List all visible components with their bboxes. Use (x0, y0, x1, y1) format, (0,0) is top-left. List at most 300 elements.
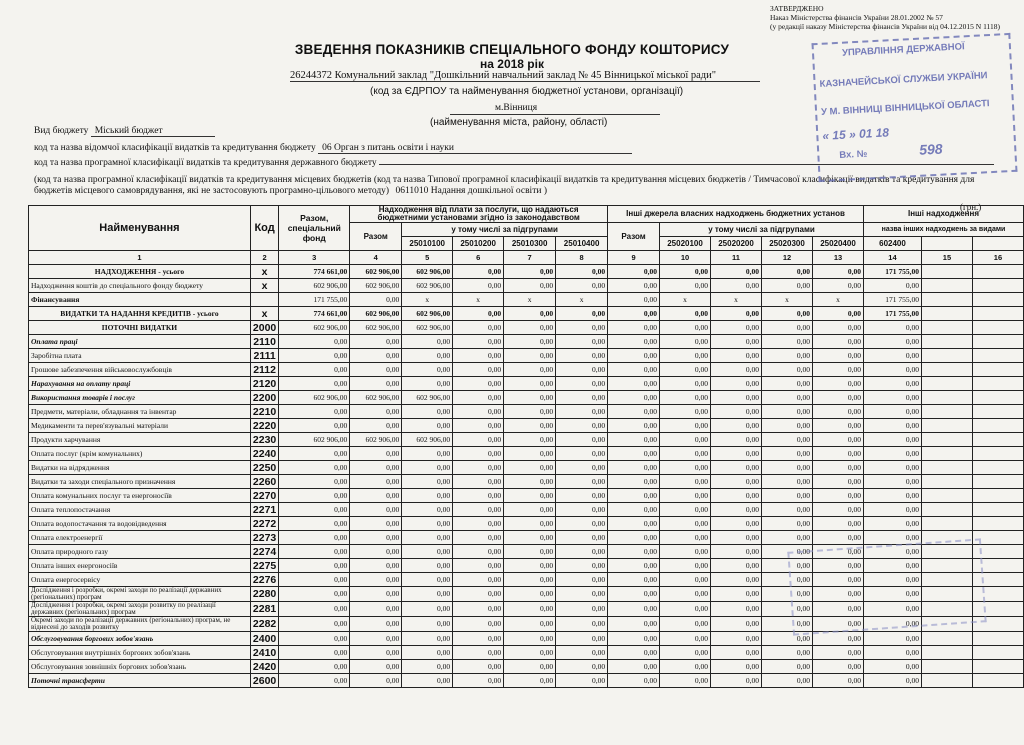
row-value: 0,00 (660, 447, 711, 461)
row-value: 0,00 (762, 419, 813, 433)
table-row (29, 489, 1024, 503)
local-close: ) (543, 186, 547, 196)
row-value: 602 906,00 (402, 433, 453, 447)
table-row (29, 646, 1024, 660)
row-value: 0,00 (660, 559, 711, 573)
table-row (29, 293, 1024, 307)
header-code-25020200: 25020200 (711, 237, 762, 251)
row-value: 0,00 (350, 517, 402, 531)
row-value: 0,00 (350, 377, 402, 391)
table-row (29, 307, 1024, 321)
row-value: 0,00 (504, 447, 556, 461)
row-value: 0,00 (813, 433, 864, 447)
row-name: Надходження коштів до спеціального фонду бюджету (29, 279, 251, 293)
row-value: 0,00 (863, 461, 921, 475)
row-value: 0,00 (608, 475, 660, 489)
row-name: Заробітна плата (29, 349, 251, 363)
row-value: 0,00 (762, 433, 813, 447)
row-code: 2271 (250, 503, 278, 517)
row-blank (921, 632, 972, 646)
row-value: 0,00 (762, 447, 813, 461)
header-other: Інші надходження (863, 206, 1023, 223)
row-value: 0,00 (556, 587, 608, 602)
row-value: 0,00 (453, 433, 504, 447)
row-value: 0,00 (863, 349, 921, 363)
row-value: 0,00 (813, 405, 864, 419)
row-value: 0,00 (556, 475, 608, 489)
row-code: 2272 (250, 517, 278, 531)
row-code: 2276 (250, 573, 278, 587)
row-value: 0,00 (711, 405, 762, 419)
row-value: 0,00 (660, 602, 711, 617)
table-row (29, 433, 1024, 447)
row-value: 0,00 (813, 545, 864, 559)
row-value: x (762, 293, 813, 307)
row-value: 0,00 (556, 489, 608, 503)
row-value: 0,00 (863, 503, 921, 517)
row-value: 0,00 (711, 475, 762, 489)
row-value: 0,00 (504, 377, 556, 391)
colnum: 5 (402, 251, 453, 265)
row-value: 0,00 (556, 279, 608, 293)
row-name: Предмети, матеріали, обладнання та інвентар (29, 405, 251, 419)
row-value: 0,00 (660, 531, 711, 545)
row-value: 0,00 (279, 587, 350, 602)
table-row (29, 660, 1024, 674)
header-code-602400: 602400 (863, 237, 921, 251)
row-value: 0,00 (504, 632, 556, 646)
dept-classification-row (34, 143, 632, 154)
row-value: 0,00 (504, 646, 556, 660)
colnum: 2 (250, 251, 278, 265)
row-value: 602 906,00 (279, 321, 350, 335)
row-name: Оплата електроенергії (29, 531, 251, 545)
row-value: 0,00 (556, 461, 608, 475)
row-value: 0,00 (660, 321, 711, 335)
row-value: 0,00 (863, 279, 921, 293)
row-blank (972, 307, 1023, 321)
row-value: 0,00 (813, 559, 864, 573)
row-value: 0,00 (279, 646, 350, 660)
header-total: Разом, спеціальний фонд (279, 206, 350, 251)
row-value: 0,00 (660, 363, 711, 377)
row-value: 602 906,00 (350, 321, 402, 335)
row-value: 0,00 (608, 674, 660, 688)
header-code: Код (250, 206, 278, 251)
row-value: 0,00 (660, 433, 711, 447)
row-blank (972, 632, 1023, 646)
header-code-25020400: 25020400 (813, 237, 864, 251)
row-value: 0,00 (711, 503, 762, 517)
row-blank (972, 447, 1023, 461)
row-value: 0,00 (504, 489, 556, 503)
row-blank (921, 293, 972, 307)
row-blank (921, 391, 972, 405)
row-value: 0,00 (863, 617, 921, 632)
row-code: x (250, 265, 278, 279)
row-value: 0,00 (279, 517, 350, 531)
row-value: 0,00 (402, 503, 453, 517)
row-value: x (453, 293, 504, 307)
row-value: 0,00 (813, 419, 864, 433)
row-value: 0,00 (402, 363, 453, 377)
row-value: 0,00 (660, 461, 711, 475)
row-value: 0,00 (279, 349, 350, 363)
row-value: 0,00 (350, 660, 402, 674)
row-value: 0,00 (762, 531, 813, 545)
row-value: 0,00 (762, 307, 813, 321)
row-value: 0,00 (813, 632, 864, 646)
row-name: Оплата інших енергоносіїв (29, 559, 251, 573)
row-blank (972, 461, 1023, 475)
row-value: 0,00 (279, 617, 350, 632)
row-value: 0,00 (453, 335, 504, 349)
colnum: 4 (350, 251, 402, 265)
row-value: 0,00 (711, 419, 762, 433)
row-value: 0,00 (762, 321, 813, 335)
row-blank (921, 363, 972, 377)
row-value: 0,00 (711, 531, 762, 545)
row-blank (921, 307, 972, 321)
row-blank (972, 475, 1023, 489)
row-value: 0,00 (402, 632, 453, 646)
row-blank (921, 265, 972, 279)
row-value: 0,00 (608, 503, 660, 517)
row-value: 0,00 (350, 531, 402, 545)
row-value: 0,00 (608, 377, 660, 391)
row-value: 0,00 (608, 531, 660, 545)
row-value: 0,00 (279, 545, 350, 559)
row-value: 0,00 (813, 475, 864, 489)
row-code: 2230 (250, 433, 278, 447)
row-value: 0,00 (556, 503, 608, 517)
row-value: 0,00 (660, 475, 711, 489)
treasury-stamp (811, 33, 1017, 182)
row-value: 0,00 (711, 335, 762, 349)
row-value: 0,00 (402, 489, 453, 503)
row-value: 0,00 (711, 433, 762, 447)
row-value: 0,00 (762, 391, 813, 405)
row-name: Оплата праці (29, 335, 251, 349)
row-value: 0,00 (504, 391, 556, 405)
row-value: 0,00 (279, 674, 350, 688)
budget-type-value: Міський бюджет (91, 126, 215, 137)
row-value: 0,00 (350, 503, 402, 517)
row-value: 0,00 (402, 587, 453, 602)
row-code: 2120 (250, 377, 278, 391)
row-value: 0,00 (711, 461, 762, 475)
row-value: x (402, 293, 453, 307)
row-value: 0,00 (453, 363, 504, 377)
table-row (29, 503, 1024, 517)
row-value: 0,00 (504, 475, 556, 489)
stamp-number-label: Вх. № (839, 148, 868, 161)
colnum: 7 (504, 251, 556, 265)
row-value: 0,00 (863, 475, 921, 489)
row-value: 0,00 (556, 377, 608, 391)
header-name: Найменування (29, 206, 251, 251)
row-value: 0,00 (350, 602, 402, 617)
row-name: Поточні трансферти (29, 674, 251, 688)
row-value: 0,00 (660, 419, 711, 433)
row-value: 0,00 (556, 646, 608, 660)
colnum: 6 (453, 251, 504, 265)
row-value: 0,00 (608, 265, 660, 279)
row-value: 0,00 (504, 545, 556, 559)
row-blank (972, 265, 1023, 279)
row-blank (972, 419, 1023, 433)
row-value: 0,00 (402, 419, 453, 433)
row-value: 171 755,00 (863, 293, 921, 307)
header-blank-16 (972, 237, 1023, 251)
row-value: 0,00 (350, 545, 402, 559)
row-value: 0,00 (711, 674, 762, 688)
row-name: Нарахування на оплату праці (29, 377, 251, 391)
row-name: ВИДАТКИ ТА НАДАННЯ КРЕДИТІВ - усього (29, 307, 251, 321)
row-value: 0,00 (504, 265, 556, 279)
row-value: 0,00 (863, 517, 921, 531)
row-name: Дослідження і розробки, окремі заходи розвитку по реалізації державних (регіональних) програм (29, 602, 251, 617)
row-value: 0,00 (863, 545, 921, 559)
row-value: 0,00 (863, 363, 921, 377)
row-value: 0,00 (279, 660, 350, 674)
stamp-date: « 15 » 01 18 (821, 125, 890, 143)
row-value: 0,00 (762, 265, 813, 279)
row-value: 171 755,00 (863, 265, 921, 279)
budget-type-row (34, 126, 215, 137)
row-value: 0,00 (813, 602, 864, 617)
row-name: Окремі заходи по реалізації державних (регіональних) програм, не віднесені до заходів розвитку (29, 617, 251, 632)
row-blank (972, 646, 1023, 660)
row-value: 0,00 (711, 265, 762, 279)
row-value: 0,00 (556, 321, 608, 335)
row-blank (972, 489, 1023, 503)
row-value: 0,00 (504, 617, 556, 632)
row-value: 0,00 (556, 545, 608, 559)
row-value: 0,00 (279, 489, 350, 503)
row-value: 0,00 (660, 405, 711, 419)
row-value: 0,00 (608, 587, 660, 602)
row-code: 2280 (250, 587, 278, 602)
document-title: ЗВЕДЕННЯ ПОКАЗНИКІВ СПЕЦІАЛЬНОГО ФОНДУ КОШТОРИСУ (294, 42, 730, 57)
table-row (29, 321, 1024, 335)
row-value: 0,00 (660, 632, 711, 646)
row-value: 0,00 (453, 660, 504, 674)
row-code: 2220 (250, 419, 278, 433)
row-value: 602 906,00 (350, 307, 402, 321)
row-code: 2110 (250, 335, 278, 349)
row-value: 0,00 (813, 363, 864, 377)
row-value: 0,00 (711, 517, 762, 531)
row-blank (921, 279, 972, 293)
row-value: 0,00 (762, 674, 813, 688)
row-value: 0,00 (863, 660, 921, 674)
approval-note (770, 4, 1020, 31)
row-value: 0,00 (504, 587, 556, 602)
row-value: 0,00 (762, 475, 813, 489)
city-name: м.Вінниця (495, 103, 538, 113)
row-name: Грошове забезпечення військовослужбовців (29, 363, 251, 377)
row-value: 0,00 (762, 545, 813, 559)
document-year: на 2018 рік (480, 57, 544, 71)
row-value: 0,00 (350, 573, 402, 587)
institution-caption: (код за ЄДРПОУ та найменування бюджетної установи, організації) (370, 86, 684, 97)
row-name: Оплата природного газу (29, 545, 251, 559)
row-value: 0,00 (762, 632, 813, 646)
row-code: 2400 (250, 632, 278, 646)
row-code: 2270 (250, 489, 278, 503)
row-value: 0,00 (350, 419, 402, 433)
row-value: 0,00 (453, 545, 504, 559)
row-value: 0,00 (863, 632, 921, 646)
row-name: Обслуговування боргових зобов'язань (29, 632, 251, 646)
row-value: 0,00 (504, 573, 556, 587)
row-value: 0,00 (402, 531, 453, 545)
row-value: 0,00 (279, 335, 350, 349)
row-value: 0,00 (453, 632, 504, 646)
row-value: 0,00 (863, 531, 921, 545)
header-blank-15 (921, 237, 972, 251)
row-value: 0,00 (813, 674, 864, 688)
row-value: 0,00 (660, 545, 711, 559)
row-blank (921, 405, 972, 419)
row-value: 0,00 (402, 517, 453, 531)
table-row (29, 335, 1024, 349)
row-value: 0,00 (711, 307, 762, 321)
row-value: 0,00 (453, 517, 504, 531)
row-blank (972, 293, 1023, 307)
faded-stamp (787, 538, 986, 635)
row-blank (921, 674, 972, 688)
row-value: 0,00 (660, 587, 711, 602)
row-blank (921, 517, 972, 531)
stamp-line-1: УПРАВЛІННЯ ДЕРЖАВНОЇ (841, 41, 965, 59)
row-value: 0,00 (556, 335, 608, 349)
row-value: 0,00 (453, 573, 504, 587)
row-value: 0,00 (813, 349, 864, 363)
header-receipts: Надходження від плати за послуги, що надаються бюджетними установами згідно із законодавством (350, 206, 608, 223)
header-incl-2: у тому числі за підгрупами (660, 223, 864, 237)
row-value: 602 906,00 (279, 391, 350, 405)
row-value: 0,00 (504, 517, 556, 531)
row-blank (972, 321, 1023, 335)
row-value: 0,00 (711, 391, 762, 405)
row-value: 0,00 (863, 489, 921, 503)
row-value: 0,00 (608, 363, 660, 377)
row-value: 0,00 (711, 545, 762, 559)
row-value: 0,00 (762, 461, 813, 475)
row-value: 0,00 (608, 517, 660, 531)
row-code: 2281 (250, 602, 278, 617)
header-code-25010300: 25010300 (504, 237, 556, 251)
row-code: 2274 (250, 545, 278, 559)
header-razom-2: Разом (608, 223, 660, 251)
row-value: 0,00 (711, 321, 762, 335)
row-value: 0,00 (504, 674, 556, 688)
row-value: 0,00 (402, 405, 453, 419)
row-value: 171 755,00 (863, 307, 921, 321)
row-value: 0,00 (608, 646, 660, 660)
row-value: 171 755,00 (279, 293, 350, 307)
row-value: 0,00 (813, 646, 864, 660)
row-blank (972, 517, 1023, 531)
row-code: 2282 (250, 617, 278, 632)
row-value: 0,00 (556, 391, 608, 405)
row-value: 0,00 (556, 531, 608, 545)
row-blank (972, 335, 1023, 349)
table-row (29, 674, 1024, 688)
row-blank (972, 674, 1023, 688)
row-value: 602 906,00 (279, 433, 350, 447)
row-value: 0,00 (762, 489, 813, 503)
row-value: 602 906,00 (350, 433, 402, 447)
row-value: 0,00 (608, 617, 660, 632)
row-value: 0,00 (350, 447, 402, 461)
row-value: 0,00 (711, 349, 762, 363)
row-blank (972, 377, 1023, 391)
row-value: 0,00 (279, 363, 350, 377)
row-value: 0,00 (608, 307, 660, 321)
colnum: 3 (279, 251, 350, 265)
row-value: 0,00 (453, 349, 504, 363)
row-value: 0,00 (762, 335, 813, 349)
row-code: 2111 (250, 349, 278, 363)
row-value: 0,00 (660, 660, 711, 674)
row-value: 0,00 (350, 475, 402, 489)
row-value: 0,00 (279, 447, 350, 461)
row-name: Обслуговування зовнішніх боргових зобов'язань (29, 660, 251, 674)
row-value: 602 906,00 (350, 279, 402, 293)
row-value: 0,00 (711, 489, 762, 503)
row-value: x (660, 293, 711, 307)
row-blank (921, 419, 972, 433)
row-value: 0,00 (863, 447, 921, 461)
row-value: 0,00 (608, 419, 660, 433)
row-value: 0,00 (813, 335, 864, 349)
row-value: 0,00 (556, 602, 608, 617)
row-value: 0,00 (813, 531, 864, 545)
row-value: 602 906,00 (402, 265, 453, 279)
row-value: 0,00 (453, 321, 504, 335)
row-value: 0,00 (608, 545, 660, 559)
row-value: 0,00 (402, 559, 453, 573)
row-name: Оплата водопостачання та водовідведення (29, 517, 251, 531)
row-value: 602 906,00 (402, 391, 453, 405)
row-name: ПОТОЧНІ ВИДАТКИ (29, 321, 251, 335)
row-blank (972, 349, 1023, 363)
header-code-25010200: 25010200 (453, 237, 504, 251)
table-row (29, 419, 1024, 433)
table-row (29, 531, 1024, 545)
approval-line-3: (у редакції наказу Міністерства фінансів України від 04.12.2015 N 1118) (770, 22, 1001, 31)
row-value: 0,00 (762, 405, 813, 419)
row-value: 0,00 (863, 377, 921, 391)
row-value: 0,00 (279, 377, 350, 391)
table-row (29, 363, 1024, 377)
row-code: 2260 (250, 475, 278, 489)
row-value: 0,00 (402, 545, 453, 559)
row-value: 0,00 (402, 617, 453, 632)
row-value: 0,00 (350, 349, 402, 363)
row-value: 0,00 (279, 559, 350, 573)
row-value: 0,00 (556, 517, 608, 531)
row-name: Дослідження і розробки, окремі заходи по реалізації державних (регіональних) програм (29, 587, 251, 602)
table-row (29, 475, 1024, 489)
row-value: 0,00 (813, 279, 864, 293)
row-value: 0,00 (504, 349, 556, 363)
row-value: 0,00 (711, 377, 762, 391)
table-row (29, 279, 1024, 293)
